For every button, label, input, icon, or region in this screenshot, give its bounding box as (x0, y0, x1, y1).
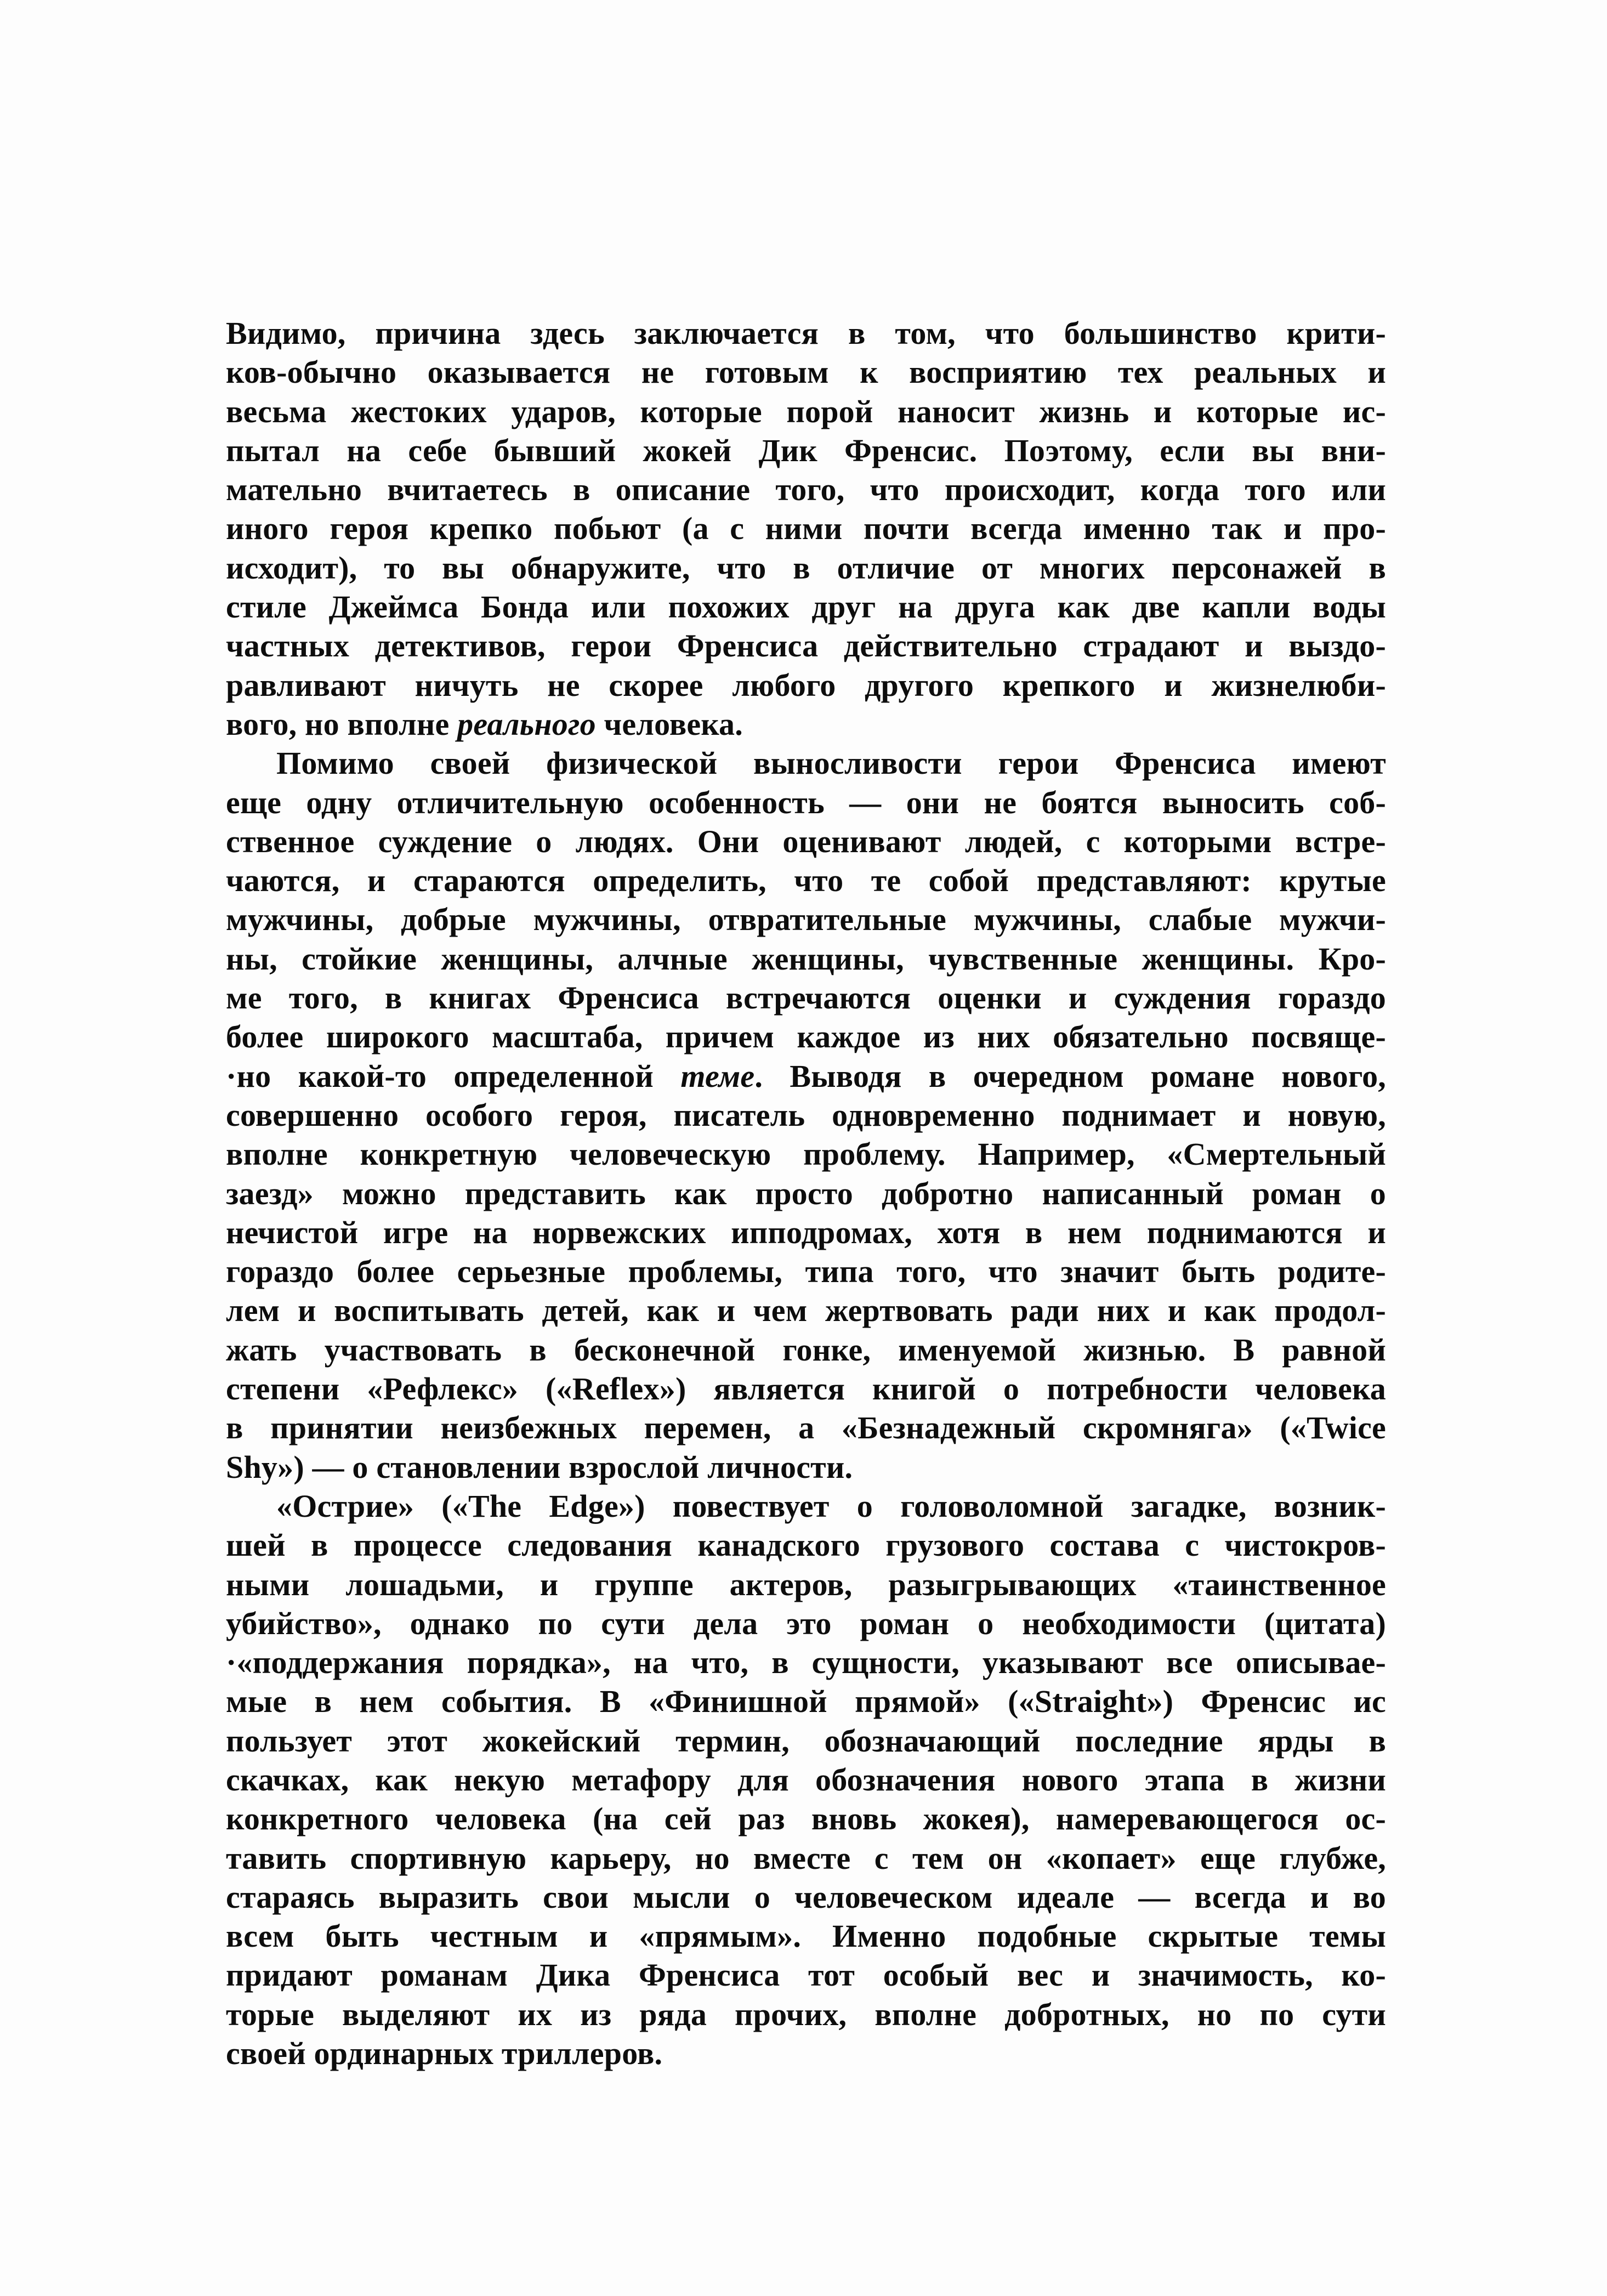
text-line: мательно вчитаетесь в описание того, что происходит, когда того или (226, 472, 1386, 508)
text-line: ·«поддержания порядка», на что, в сущности, указывают все описывае- (226, 1645, 1386, 1681)
text-line: более широкого масштаба, причем каждое из них обязательно посвяще- (226, 1019, 1386, 1055)
text-line: исходит), то вы обнаружите, что в отличие от многих персонажей в (226, 549, 1386, 586)
text-line: стиле Джеймса Бонда или похожих друг на друга как две капли воды (226, 589, 1386, 625)
text-line: ными лошадьми, и группе актеров, разыгрывающих «таинственное (226, 1566, 1386, 1602)
text-line: иного героя крепко побьют (а с ними почти всегда именно так и про- (226, 511, 1386, 547)
text-line: «Острие» («The Edge») повествует о головоломной загадке, возник- (276, 1488, 1386, 1524)
text-line: своей ординарных триллеров. (226, 2036, 663, 2072)
text-line: тавить спортивную карьеру, но вместе с тем он «копает» еще глубже, (226, 1840, 1386, 1876)
text-line: скачках, как некую метафору для обозначения нового этапа в жизни (226, 1761, 1386, 1798)
text-line: лем и воспитывать детей, как и чем жертвовать ради них и как продол- (226, 1292, 1386, 1329)
emphasis-word: теме (680, 1058, 755, 1094)
text-line: торые выделяют их из ряда прочих, вполне добротных, но по сути (226, 1996, 1386, 2032)
text-line: ственное суждение о людях. Они оценивают людей, с которыми встре- (226, 823, 1386, 859)
text-line: в принятии неизбежных перемен, а «Безнадежный скромняга» («Twice (226, 1410, 1386, 1446)
text-line: нечистой игре на норвежских ипподромах, хотя в нем поднимаются и (226, 1214, 1386, 1250)
paragraph-2 (226, 744, 1386, 1487)
paragraph-1 (226, 314, 1386, 744)
text-line: вого, но вполне реального человека. (226, 706, 743, 742)
text-line: равливают ничуть не скорее любого другого крепкого и жизнелюби- (226, 667, 1386, 703)
text-line: шей в процессе следования канадского грузового состава с чистокров- (226, 1527, 1386, 1563)
text-line: гораздо более серьезные проблемы, типа того, что значит быть родите- (226, 1254, 1386, 1290)
text-line: частных детективов, герои Френсиса действительно страдают и выздо- (226, 628, 1386, 664)
text-line: мужчины, добрые мужчины, отвратительные мужчины, слабые мужчи- (226, 902, 1386, 938)
text-line: заезд» можно представить как просто добротно написанный роман о (226, 1175, 1386, 1211)
text-line: жать участвовать в бесконечной гонке, именуемой жизнью. В равной (226, 1331, 1386, 1368)
text-line: стараясь выразить свои мысли о человеческом идеале — всегда и во (226, 1879, 1386, 1915)
text-line: вполне конкретную человеческую проблему. Например, «Смертельный (226, 1136, 1386, 1172)
text-line: Shy») — о становлении взрослой личности. (226, 1449, 853, 1485)
text-line: придают романам Дика Френсиса тот особый вес и значимость, ко- (226, 1957, 1386, 1993)
emphasis-word: реального (457, 706, 596, 742)
text-line: ны, стойкие женщины, алчные женщины, чувственные женщины. Кро- (226, 940, 1386, 977)
text-line: ме того, в книгах Френсиса встречаются оценки и суждения гораздо (226, 980, 1386, 1016)
text-line: пользует этот жокейский термин, обозначающий последние ярды в (226, 1722, 1386, 1759)
text-line: пытал на себе бывший жокей Дик Френсис. Поэтому, если вы вни- (226, 432, 1386, 468)
paragraph-3 (226, 1487, 1386, 2073)
text-line: конкретного человека (на сей раз вновь жокея), намеревающегося ос- (226, 1801, 1386, 1837)
text-line: ·но какой-то определенной теме. Выводя в очередном романе нового, (226, 1058, 1386, 1094)
text-line: ков-обычно оказывается не готовым к восприятию тех реальных и (226, 354, 1386, 390)
text-line: чаются, и стараются определить, что те собой представляют: крутые (226, 863, 1386, 899)
text-line: весьма жестоких ударов, которые порой наносит жизнь и которые ис- (226, 393, 1386, 429)
text-line: Видимо, причина здесь заключается в том, что большинство крити- (226, 315, 1386, 351)
text-line: мые в нем события. В «Финишной прямой» («Straight») Френсис ис (226, 1683, 1386, 1720)
text-line: убийство», однако по сути дела это роман о необходимости (цитата) (226, 1605, 1386, 1641)
text-line: еще одну отличительную особенность — они не боятся выносить соб- (226, 784, 1386, 820)
text-line: степени «Рефлекс» («Reflex») является книгой о потребности человека (226, 1371, 1386, 1407)
text-line: всем быть честным и «прямым». Именно подобные скрытые темы (226, 1918, 1386, 1954)
body-text (226, 314, 1386, 2073)
text-line: совершенно особого героя, писатель одновременно поднимает и новую, (226, 1097, 1386, 1133)
text-line: Помимо своей физической выносливости герои Френсиса имеют (276, 745, 1386, 781)
